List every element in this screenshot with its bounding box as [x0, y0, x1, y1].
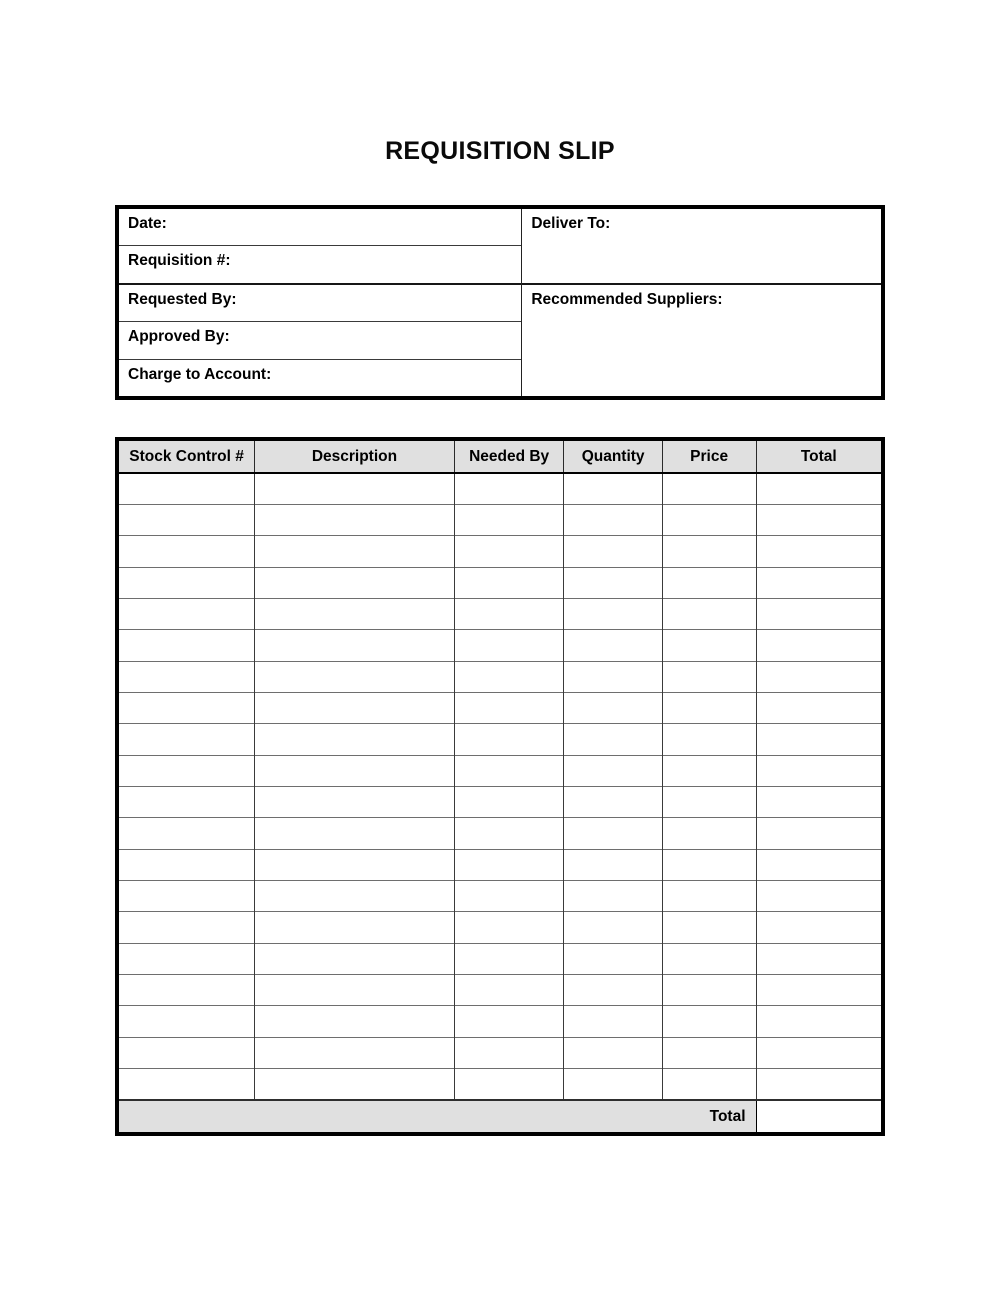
table-row [119, 724, 881, 755]
table-cell[interactable] [756, 692, 881, 723]
table-cell[interactable] [454, 818, 564, 849]
table-row [119, 912, 881, 943]
table-row [119, 1037, 881, 1068]
table-cell[interactable] [756, 755, 881, 786]
table-cell[interactable] [756, 1006, 881, 1037]
table-cell[interactable] [255, 818, 455, 849]
table-cell[interactable] [662, 692, 756, 723]
table-cell[interactable] [756, 849, 881, 880]
table-cell[interactable] [454, 1069, 564, 1100]
table-row [119, 849, 881, 880]
table-cell[interactable] [756, 1069, 881, 1100]
table-cell[interactable] [662, 943, 756, 974]
table-cell[interactable] [756, 473, 881, 504]
table-row [119, 598, 881, 629]
table-row [119, 755, 881, 786]
table-cell[interactable] [564, 504, 662, 535]
table-cell[interactable] [119, 536, 255, 567]
table-cell[interactable] [662, 630, 756, 661]
table-cell[interactable] [119, 912, 255, 943]
table-row [119, 692, 881, 723]
column-header-price: Price [662, 441, 756, 473]
column-header-total: Total [756, 441, 881, 473]
table-cell[interactable] [119, 975, 255, 1006]
table-cell[interactable] [564, 975, 662, 1006]
table-cell[interactable] [756, 504, 881, 535]
table-cell[interactable] [255, 1037, 455, 1068]
table-cell[interactable] [119, 755, 255, 786]
table-cell[interactable] [255, 943, 455, 974]
table-cell[interactable] [119, 786, 255, 817]
table-cell[interactable] [564, 755, 662, 786]
field-recommended-suppliers[interactable] [522, 285, 881, 396]
table-cell[interactable] [454, 630, 564, 661]
column-header-quantity: Quantity [564, 441, 662, 473]
table-cell[interactable] [564, 724, 662, 755]
table-cell[interactable] [255, 724, 455, 755]
table-cell[interactable] [662, 818, 756, 849]
table-cell[interactable] [564, 1069, 662, 1100]
table-cell[interactable] [662, 755, 756, 786]
table-cell[interactable] [255, 536, 455, 567]
table-cell[interactable] [454, 786, 564, 817]
items-table [115, 437, 885, 1136]
table-cell[interactable] [119, 504, 255, 535]
table-row [119, 504, 881, 535]
table-cell[interactable] [756, 724, 881, 755]
field-requested-by[interactable] [119, 285, 521, 322]
table-cell[interactable] [119, 567, 255, 598]
table-cell[interactable] [119, 943, 255, 974]
table-cell[interactable] [454, 473, 564, 504]
table-cell[interactable] [564, 786, 662, 817]
table-cell[interactable] [255, 473, 455, 504]
table-cell[interactable] [662, 912, 756, 943]
table-row [119, 473, 881, 504]
table-row [119, 536, 881, 567]
table-cell[interactable] [756, 818, 881, 849]
table-cell[interactable] [756, 598, 881, 629]
total-label: Total [119, 1100, 756, 1132]
table-cell[interactable] [255, 786, 455, 817]
table-cell[interactable] [662, 724, 756, 755]
table-cell[interactable] [454, 598, 564, 629]
table-cell[interactable] [756, 1037, 881, 1068]
table-cell[interactable] [662, 1037, 756, 1068]
table-cell[interactable] [564, 1006, 662, 1037]
table-cell[interactable] [662, 849, 756, 880]
table-row [119, 880, 881, 911]
table-header-row [119, 441, 881, 473]
table-cell[interactable] [662, 504, 756, 535]
field-deliver-to[interactable] [522, 209, 881, 285]
table-cell[interactable] [662, 880, 756, 911]
table-cell[interactable] [119, 1069, 255, 1100]
table-row [119, 818, 881, 849]
table-cell[interactable] [454, 755, 564, 786]
table-cell[interactable] [119, 692, 255, 723]
field-date[interactable] [119, 209, 521, 246]
info-box-left-column [119, 209, 521, 396]
table-cell[interactable] [255, 755, 455, 786]
table-cell[interactable] [756, 630, 881, 661]
column-header-description: Description [255, 441, 455, 473]
table-cell[interactable] [662, 786, 756, 817]
table-row [119, 975, 881, 1006]
field-date-label: Date: [128, 215, 167, 232]
table-cell[interactable] [119, 630, 255, 661]
table-cell[interactable] [662, 567, 756, 598]
total-value-cell[interactable] [756, 1100, 881, 1132]
table-cell[interactable] [454, 1006, 564, 1037]
table-cell[interactable] [454, 661, 564, 692]
table-row [119, 1069, 881, 1100]
table-cell[interactable] [756, 567, 881, 598]
table-row [119, 661, 881, 692]
table-cell[interactable] [255, 1069, 455, 1100]
table-cell[interactable] [564, 818, 662, 849]
table-cell[interactable] [255, 912, 455, 943]
table-cell[interactable] [255, 692, 455, 723]
info-box [115, 205, 885, 400]
table-cell[interactable] [255, 630, 455, 661]
table-cell[interactable] [255, 975, 455, 1006]
table-cell[interactable] [119, 880, 255, 911]
table-cell[interactable] [756, 786, 881, 817]
table-cell[interactable] [454, 504, 564, 535]
table-cell[interactable] [119, 818, 255, 849]
field-deliver-to-label: Deliver To: [531, 215, 611, 232]
table-cell[interactable] [662, 598, 756, 629]
table-cell[interactable] [564, 912, 662, 943]
table-cell[interactable] [564, 630, 662, 661]
table-cell[interactable] [662, 536, 756, 567]
table-cell[interactable] [255, 880, 455, 911]
table-cell[interactable] [255, 567, 455, 598]
table-cell[interactable] [756, 880, 881, 911]
table-cell[interactable] [454, 912, 564, 943]
table-cell[interactable] [564, 849, 662, 880]
table-cell[interactable] [564, 880, 662, 911]
table-cell[interactable] [564, 473, 662, 504]
table-cell[interactable] [454, 1037, 564, 1068]
table-cell[interactable] [119, 1037, 255, 1068]
table-cell[interactable] [564, 598, 662, 629]
table-cell[interactable] [119, 849, 255, 880]
table-cell[interactable] [756, 943, 881, 974]
field-charge-to-account[interactable] [119, 360, 521, 396]
field-recommended-suppliers-label: Recommended Suppliers: [531, 291, 723, 308]
table-cell[interactable] [255, 849, 455, 880]
table-cell[interactable] [756, 661, 881, 692]
table-cell[interactable] [255, 504, 455, 535]
table-cell[interactable] [662, 1069, 756, 1100]
table-cell[interactable] [662, 1006, 756, 1037]
column-header-stock-control: Stock Control # [119, 441, 255, 473]
table-cell[interactable] [255, 1006, 455, 1037]
table-cell[interactable] [119, 598, 255, 629]
table-cell[interactable] [255, 661, 455, 692]
field-requested-by-label: Requested By: [128, 290, 237, 308]
table-cell[interactable] [454, 692, 564, 723]
table-cell[interactable] [454, 536, 564, 567]
field-requisition-number-label: Requisition #: [128, 252, 231, 270]
table-cell[interactable] [119, 724, 255, 755]
table-cell[interactable] [564, 661, 662, 692]
field-requisition-number[interactable] [119, 246, 521, 284]
table-cell[interactable] [119, 473, 255, 504]
table-cell[interactable] [756, 975, 881, 1006]
table-cell[interactable] [564, 943, 662, 974]
field-approved-by-label: Approved By: [128, 328, 230, 346]
table-cell[interactable] [454, 975, 564, 1006]
table-cell[interactable] [662, 661, 756, 692]
table-cell[interactable] [662, 473, 756, 504]
table-cell[interactable] [756, 912, 881, 943]
table-row [119, 786, 881, 817]
table-cell[interactable] [564, 536, 662, 567]
table-cell[interactable] [119, 1006, 255, 1037]
table-cell[interactable] [454, 849, 564, 880]
table-row [119, 630, 881, 661]
table-footer-row [119, 1100, 881, 1132]
table-row [119, 1006, 881, 1037]
table-cell[interactable] [255, 598, 455, 629]
table-cell[interactable] [119, 661, 255, 692]
table-cell[interactable] [564, 692, 662, 723]
table-cell[interactable] [454, 567, 564, 598]
table-cell[interactable] [564, 1037, 662, 1068]
table-cell[interactable] [454, 943, 564, 974]
table-row [119, 567, 881, 598]
table-row [119, 943, 881, 974]
page-title: REQUISITION SLIP [385, 137, 615, 165]
table-cell[interactable] [454, 724, 564, 755]
table-cell[interactable] [662, 975, 756, 1006]
table-cell[interactable] [564, 567, 662, 598]
column-header-needed-by: Needed By [454, 441, 564, 473]
field-approved-by[interactable] [119, 322, 521, 359]
table-cell[interactable] [756, 536, 881, 567]
field-charge-to-account-label: Charge to Account: [128, 365, 272, 383]
table-cell[interactable] [454, 880, 564, 911]
info-box-right-column [521, 209, 881, 396]
